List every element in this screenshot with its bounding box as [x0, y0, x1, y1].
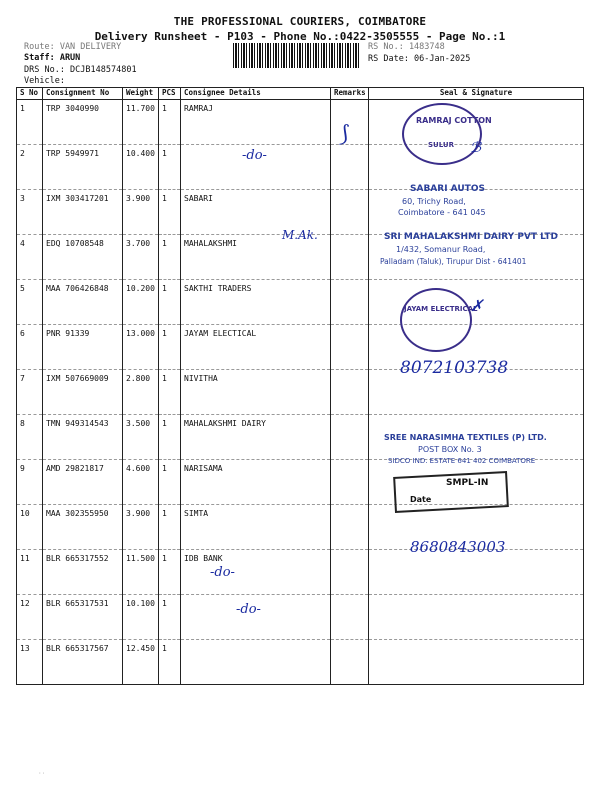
cell-remarks: [331, 415, 369, 460]
cell-weight: 10.400: [123, 145, 159, 190]
cell-weight: 13.000: [123, 325, 159, 370]
cell-sno: 13: [17, 640, 43, 685]
ditto-row13: -do-: [236, 602, 261, 617]
cell-weight: 10.200: [123, 280, 159, 325]
cell-consignment: TMN 949314543: [43, 415, 123, 460]
cell-consignment: AMD 29821817: [43, 460, 123, 505]
rs-number: RS No.: 1483748: [368, 42, 445, 52]
cell-remarks: [331, 280, 369, 325]
cell-consignment: TRP 3040990: [43, 100, 123, 145]
cell-consignee: MAHALAKSHMI: [181, 235, 331, 280]
table-row: [17, 550, 584, 595]
cell-remarks: [331, 370, 369, 415]
cell-weight: 2.800: [123, 370, 159, 415]
cell-sno: 9: [17, 460, 43, 505]
cell-consignee: SABARI: [181, 190, 331, 235]
staff-label: Staff: ARUN: [24, 53, 81, 63]
cell-seal: [369, 550, 584, 595]
cell-remarks: [331, 100, 369, 145]
cell-consignment: TRP 5949971: [43, 145, 123, 190]
cell-remarks: [331, 595, 369, 640]
route-label: Route: VAN DELIVERY: [24, 42, 122, 52]
cell-sno: 4: [17, 235, 43, 280]
cell-sno: 12: [17, 595, 43, 640]
cell-consignee: RAMRAJ: [181, 100, 331, 145]
cell-remarks: [331, 145, 369, 190]
cell-sno: 1: [17, 100, 43, 145]
table-header: [17, 88, 584, 100]
cell-seal: [369, 640, 584, 685]
smpl-stamp-date: Date: [410, 495, 432, 504]
cell-sno: 11: [17, 550, 43, 595]
cell-consignment: EDQ 10708548: [43, 235, 123, 280]
cell-consignment: IXM 303417201: [43, 190, 123, 235]
cell-weight: 3.700: [123, 235, 159, 280]
sabari-stamp-name: SABARI AUTOS: [410, 184, 485, 194]
cell-pcs: 1: [159, 505, 181, 550]
signature-row4: M.Ak.: [282, 228, 318, 242]
cell-consignee: MAHALAKSHMI DAIRY: [181, 415, 331, 460]
signature-row6: ✗: [470, 296, 484, 315]
cell-remarks: [331, 505, 369, 550]
cell-consignee: [181, 640, 331, 685]
cell-consignee: SAKTHI TRADERS: [181, 280, 331, 325]
cell-remarks: [331, 550, 369, 595]
jayam-seal: [400, 288, 472, 352]
cell-weight: 10.100: [123, 595, 159, 640]
narasimha-stamp-city: SIDCO IND. ESTATE 641 402 COIMBATORE: [388, 457, 536, 465]
table-row: [17, 100, 584, 145]
ditto-row12: -do-: [210, 565, 235, 580]
ramraj-seal-place: SULUR: [428, 141, 455, 149]
rs-date: RS Date: 06-Jan-2025: [368, 54, 471, 64]
ditto-row2: -do-: [242, 148, 267, 163]
phone-row7: 8072103738: [400, 358, 509, 378]
table-row: [17, 640, 584, 685]
header-consignee: Consignee Details: [181, 88, 331, 100]
cell-pcs: 1: [159, 595, 181, 640]
runsheet-table: [16, 87, 584, 685]
phone-row11: 8680843003: [410, 538, 506, 556]
cell-pcs: 1: [159, 235, 181, 280]
vehicle-label: Vehicle:: [24, 76, 65, 86]
smpl-stamp-label: SMPL-IN: [446, 478, 489, 488]
cell-seal: [369, 595, 584, 640]
cell-weight: 3.900: [123, 505, 159, 550]
table-row: [17, 145, 584, 190]
cell-consignment: PNR 91339: [43, 325, 123, 370]
header-remarks: Remarks: [331, 88, 369, 100]
narasimha-stamp-box: POST BOX No. 3: [418, 445, 482, 454]
cell-pcs: 1: [159, 100, 181, 145]
cell-consignment: BLR 665317531: [43, 595, 123, 640]
cell-pcs: 1: [159, 190, 181, 235]
cell-pcs: 1: [159, 640, 181, 685]
header-sno: S No: [17, 88, 43, 100]
cell-remarks: [331, 235, 369, 280]
barcode: [233, 43, 359, 68]
cell-pcs: 1: [159, 325, 181, 370]
header-pcs: PCS: [159, 88, 181, 100]
cell-consignment: BLR 665317567: [43, 640, 123, 685]
header-weight: Weight: [123, 88, 159, 100]
cell-consignment: BLR 665317552: [43, 550, 123, 595]
drs-number: DRS No.: DCJB148574801: [24, 65, 137, 75]
cell-weight: 3.900: [123, 190, 159, 235]
cell-weight: 3.500: [123, 415, 159, 460]
cell-sno: 3: [17, 190, 43, 235]
cell-sno: 7: [17, 370, 43, 415]
sabari-stamp-city: Coimbatore - 641 045: [398, 208, 486, 217]
cell-consignment: IXM 507669009: [43, 370, 123, 415]
cell-pcs: 1: [159, 460, 181, 505]
company-title: THE PROFESSIONAL COURIERS, COIMBATORE: [173, 15, 427, 28]
cell-sno: 10: [17, 505, 43, 550]
header-consignment: Consignment No: [43, 88, 123, 100]
mahalakshmi-stamp-city: Palladam (Taluk), Tirupur Dist - 641401: [380, 257, 527, 266]
cell-pcs: 1: [159, 415, 181, 460]
cell-remarks: [331, 190, 369, 235]
cell-pcs: 1: [159, 370, 181, 415]
ramraj-seal-text: RAMRAJ COTTON: [416, 116, 492, 125]
cell-pcs: 1: [159, 280, 181, 325]
cell-weight: 12.450: [123, 640, 159, 685]
runsheet-title: Delivery Runsheet - P103 - Phone No.:0422-3505555 - Page No.:1: [94, 30, 506, 43]
sabari-stamp-address: 60, Trichy Road,: [402, 197, 466, 206]
cell-weight: 11.500: [123, 550, 159, 595]
cell-sno: 2: [17, 145, 43, 190]
table-row: [17, 595, 584, 640]
cell-remarks: [331, 325, 369, 370]
narasimha-stamp-name: SREE NARASIMHA TEXTILES (P) LTD.: [384, 433, 547, 442]
mahalakshmi-stamp-address: 1/432, Somanur Road,: [396, 245, 486, 254]
cell-pcs: 1: [159, 550, 181, 595]
cell-weight: 4.600: [123, 460, 159, 505]
cell-consignment: MAA 302355950: [43, 505, 123, 550]
cell-consignment: MAA 706426848: [43, 280, 123, 325]
table-row: [17, 280, 584, 325]
mahalakshmi-stamp-name: SRI MAHALAKSHMI DAIRY PVT LTD: [384, 232, 559, 242]
cell-sno: 5: [17, 280, 43, 325]
jayam-seal-text: JAYAM ELECTRICAL: [404, 305, 478, 313]
footer-mark: ··: [38, 770, 46, 777]
cell-weight: 11.700: [123, 100, 159, 145]
cell-consignee: JAYAM ELECTICAL: [181, 325, 331, 370]
cell-remarks: [331, 460, 369, 505]
cell-sno: 6: [17, 325, 43, 370]
cell-consignee: IDB BANK: [181, 550, 331, 595]
cell-sno: 8: [17, 415, 43, 460]
cell-consignee: SIMTA: [181, 505, 331, 550]
remark-mark-row2: ⟆: [340, 122, 349, 147]
cell-consignee: NIVITHA: [181, 370, 331, 415]
signature-row1: ℬ: [470, 140, 482, 156]
cell-consignee: NARISAMA: [181, 460, 331, 505]
header-seal: Seal & Signature: [369, 88, 584, 100]
cell-remarks: [331, 640, 369, 685]
cell-pcs: 1: [159, 145, 181, 190]
